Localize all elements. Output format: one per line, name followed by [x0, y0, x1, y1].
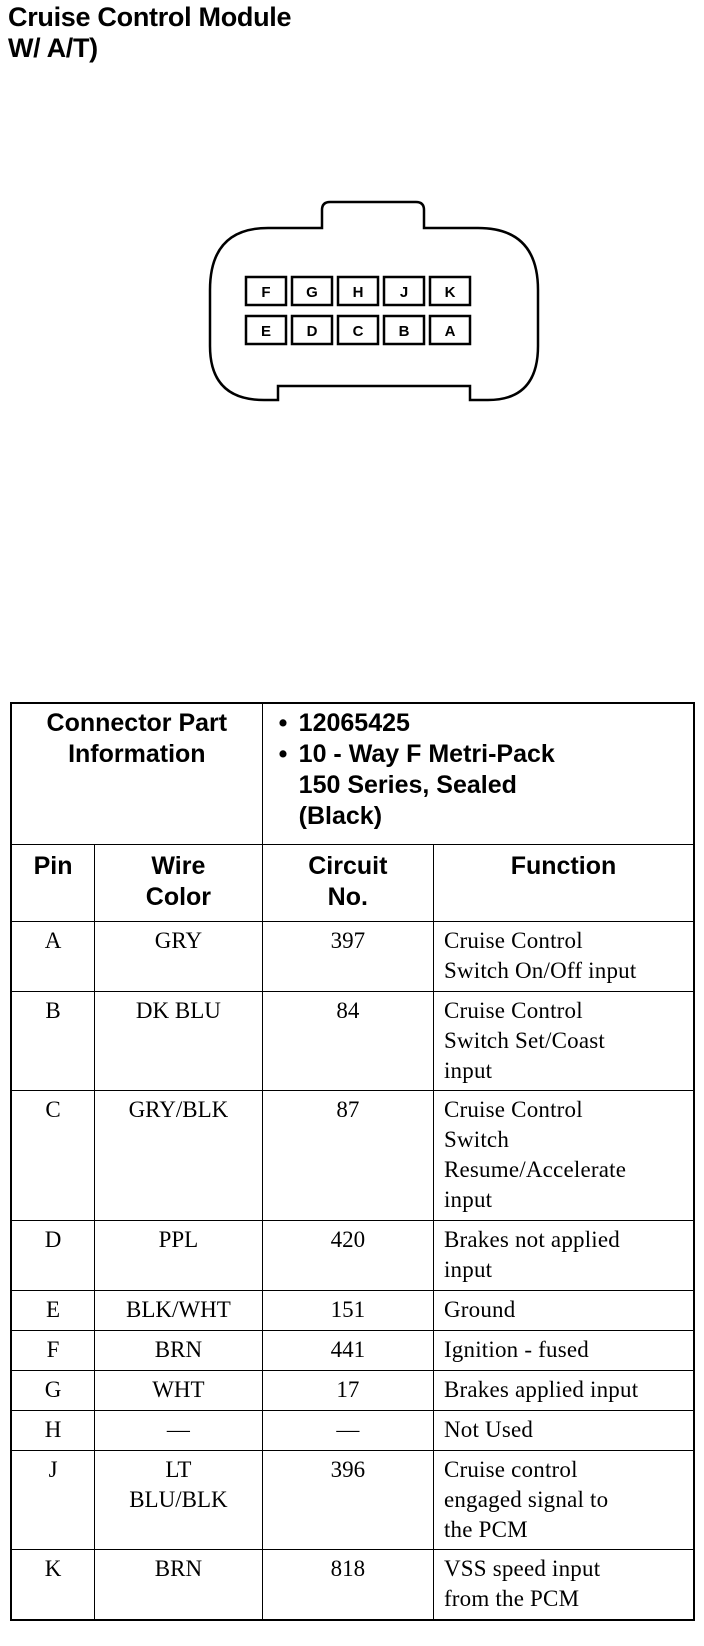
pin-cavity-label: J — [399, 284, 409, 301]
pin-cell: D — [11, 1221, 95, 1291]
circuit-cell: 84 — [262, 992, 433, 1091]
circuit-cell: 151 — [262, 1291, 433, 1331]
connector-part-label-line-2: Information — [68, 740, 206, 768]
wire-color-cell: PPL — [95, 1221, 263, 1291]
function-cell: Not Used — [433, 1411, 694, 1451]
circuit-cell: — — [262, 1411, 433, 1451]
function-cell: Cruise control engaged signal to the PCM — [433, 1451, 694, 1550]
circuit-cell: 818 — [262, 1550, 433, 1620]
circuit-cell: 420 — [262, 1221, 433, 1291]
pin-cell: E — [11, 1291, 95, 1331]
pin-cavity-label: E — [260, 323, 272, 340]
table-row — [11, 1550, 694, 1620]
pin-cavity-label: D — [306, 323, 318, 340]
connector-part-label-cell — [11, 703, 262, 845]
circuit-cell: 17 — [262, 1371, 433, 1411]
pin-cell: H — [11, 1411, 95, 1451]
header-circuit-no: Circuit No. — [262, 845, 433, 922]
wire-color-cell: GRY/BLK — [95, 1091, 263, 1221]
table-row — [11, 1091, 694, 1221]
pin-cavity-label: A — [444, 323, 456, 340]
pin-cell: A — [11, 922, 95, 992]
pin-cavity-label: B — [398, 323, 410, 340]
part-description-line-2: 150 Series, Sealed — [298, 771, 517, 799]
circuit-cell: 441 — [262, 1331, 433, 1371]
pin-cavity-label: F — [261, 284, 271, 301]
wire-color-cell: LT BLU/BLK — [95, 1451, 263, 1550]
circuit-cell: 396 — [262, 1451, 433, 1550]
pin-cell: J — [11, 1451, 95, 1550]
column-header-row — [11, 845, 694, 922]
table-row — [11, 1221, 694, 1291]
wire-color-cell: BRN — [95, 1331, 263, 1371]
pin-cavity-label: G — [306, 284, 318, 301]
connector-diagram — [0, 0, 704, 460]
wire-color-cell: DK BLU — [95, 992, 263, 1091]
pin-cavity-label: C — [352, 323, 364, 340]
connector-part-label-line-1: Connector Part — [46, 709, 228, 737]
function-cell: Brakes not applied input — [433, 1221, 694, 1291]
connector-top-row — [246, 277, 470, 305]
part-description-line-3: (Black) — [298, 802, 383, 830]
title-line-1: Cruise Control Module — [8, 2, 292, 32]
circuit-cell: 87 — [262, 1091, 433, 1221]
connector-outline — [210, 202, 538, 400]
wire-color-cell: — — [95, 1411, 263, 1451]
part-number: 12065425 — [298, 709, 410, 737]
header-wire-color: Wire Color — [95, 845, 263, 922]
function-cell: Brakes applied input — [433, 1371, 694, 1411]
table-row — [11, 1291, 694, 1331]
title-line-2: W/ A/T) — [8, 33, 98, 63]
table-row — [11, 1371, 694, 1411]
table-row — [11, 922, 694, 992]
table-row — [11, 1331, 694, 1371]
pin-cavity-label: H — [352, 284, 364, 301]
wire-color-cell: BLK/WHT — [95, 1291, 263, 1331]
circuit-cell: 397 — [262, 922, 433, 992]
header-function: Function — [433, 845, 694, 922]
table-row — [11, 1451, 694, 1550]
header-pin: Pin — [11, 845, 95, 922]
pin-rows — [11, 922, 694, 1620]
pin-cell: K — [11, 1550, 95, 1620]
pin-cell: C — [11, 1091, 95, 1221]
connector-bottom-row — [246, 316, 470, 344]
pinout-table — [10, 702, 695, 1621]
connector-info-row — [11, 703, 694, 845]
table-row — [11, 992, 694, 1091]
pin-cell: G — [11, 1371, 95, 1411]
function-cell: Cruise Control Switch On/Off input — [433, 922, 694, 992]
part-number-item: • 12065425 — [278, 709, 410, 737]
table-row — [11, 1411, 694, 1451]
function-cell: VSS speed input from the PCM — [433, 1550, 694, 1620]
wire-color-cell: GRY — [95, 922, 263, 992]
pin-cell: F — [11, 1331, 95, 1371]
wire-color-cell: BRN — [95, 1550, 263, 1620]
connector-part-info-cell — [262, 703, 694, 845]
function-cell: Cruise Control Switch Resume/Accelerate input — [433, 1091, 694, 1221]
pin-cell: B — [11, 992, 95, 1091]
wire-color-cell: WHT — [95, 1371, 263, 1411]
part-description-line-1: 10 - Way F Metri-Pack — [298, 740, 555, 768]
function-cell: Cruise Control Switch Set/Coast input — [433, 992, 694, 1091]
function-cell: Ignition - fused — [433, 1331, 694, 1371]
function-cell: Ground — [433, 1291, 694, 1331]
pin-cavity-label: K — [444, 284, 456, 301]
part-description-item: • 10 - Way F Metri-Pack 150 Series, Sealed (Black) — [299, 739, 689, 832]
